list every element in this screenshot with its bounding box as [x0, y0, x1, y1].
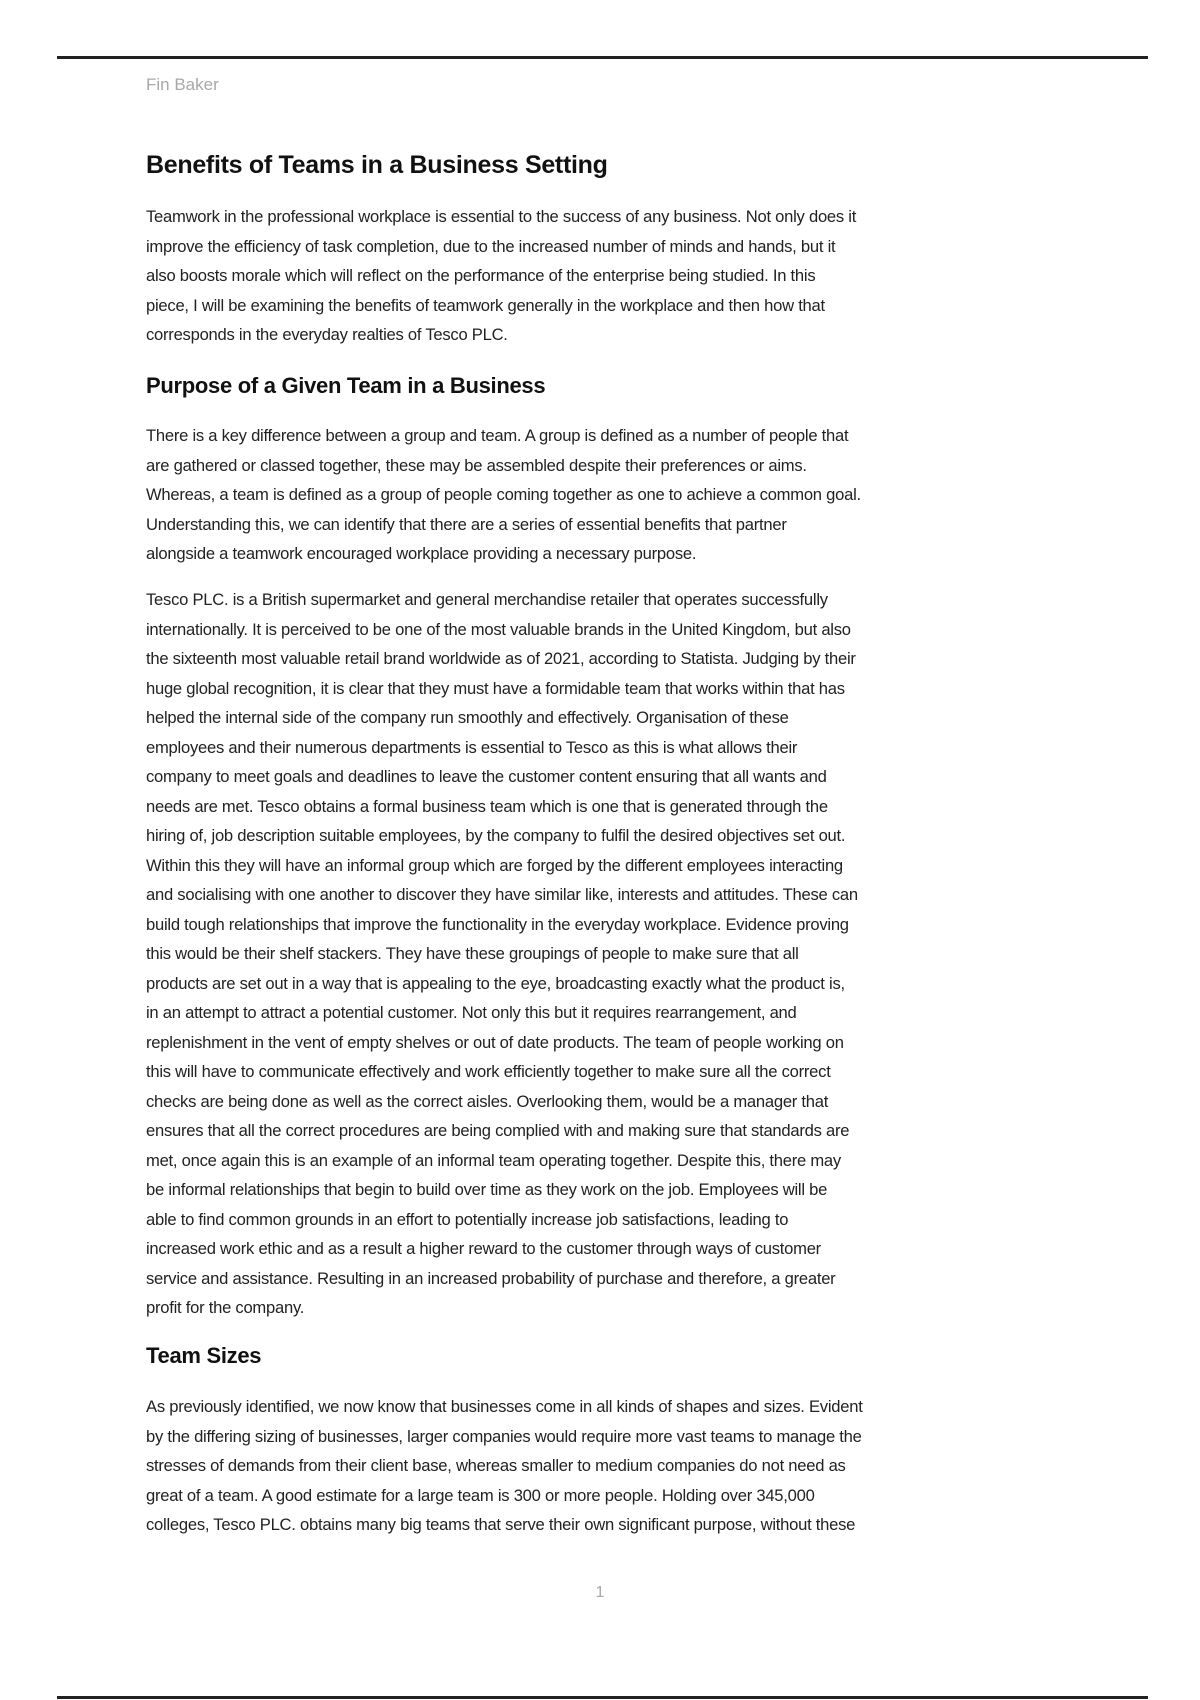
text-line: hiring of, job description suitable employees, by the company to fulfil the desired objectives set out. — [146, 826, 846, 845]
text-line: helped the internal side of the company run smoothly and effectively. Organisation of these — [146, 708, 789, 727]
text-line: Teamwork in the professional workplace is essential to the success of any business. Not only does it — [146, 207, 857, 226]
text-line: colleges, Tesco PLC. obtains many big teams that serve their own significant purpose, without these — [146, 1515, 856, 1534]
text-line: Understanding this, we can identify that there are a series of essential benefits that partner — [146, 514, 787, 534]
text-line: Tesco PLC. is a British supermarket and general merchandise retailer that operates successfully — [146, 590, 828, 609]
text-line: corresponds in the everyday realties of Tesco PLC. — [146, 325, 508, 344]
document-title: Benefits of Teams in a Business Setting — [146, 151, 608, 179]
text-line: checks are being done as well as the correct aisles. Overlooking them, would be a manager that — [146, 1091, 829, 1111]
intro-paragraph — [146, 202, 856, 350]
text-line: great of a team. A good estimate for a large team is 300 or more people. Holding over 345,000 — [146, 1485, 815, 1505]
text-line: this will have to communicate effectively and work efficiently together to make sure all the correct — [146, 1062, 831, 1081]
text-line: service and assistance. Resulting in an increased probability of purchase and therefore, a greater — [146, 1268, 836, 1288]
text-line: Within this they will have an informal group which are forged by the different employees interacting — [146, 855, 843, 875]
text-line: internationally. It is perceived to be one of the most valuable brands in the United Kingdom, but also — [146, 619, 851, 639]
text-line: met, once again this is an example of an informal team operating together. Despite this, there may — [146, 1150, 841, 1170]
text-line: huge global recognition, it is clear that they must have a formidable team that works within that has — [146, 678, 845, 698]
text-line: and socialising with one another to discover they have similar like, interests and attitudes. These can — [146, 885, 858, 904]
heading-purpose: Purpose of a Given Team in a Business — [146, 373, 546, 398]
text-line: in an attempt to attract a potential customer. Not only this but it requires rearrangement, and — [146, 1003, 797, 1022]
text-line: piece, I will be examining the benefits of teamwork generally in the workplace and then how that — [146, 295, 825, 315]
text-line: also boosts morale which will reflect on the performance of the enterprise being studied. In this — [146, 266, 816, 285]
text-line: able to find common grounds in an effort to potentially increase job satisfactions, leading to — [146, 1209, 789, 1229]
heading-team-sizes: Team Sizes — [146, 1343, 262, 1368]
text-line: the sixteenth most valuable retail brand worldwide as of 2021, according to Statista. Judging by their — [146, 649, 856, 668]
text-line: As previously identified, we now know that businesses come in all kinds of shapes and sizes. Evident — [146, 1397, 863, 1416]
text-line: replenishment in the vent of empty shelves or out of date products. The team of people working on — [146, 1032, 844, 1052]
footer-rule — [57, 1696, 1148, 1699]
text-line: stresses of demands from their client base, whereas smaller to medium companies do not need as — [146, 1456, 846, 1475]
text-line: be informal relationships that begin to build over time as they work on the job. Employees will be — [146, 1180, 828, 1199]
text-line: build tough relationships that improve the functionality in the everyday workplace. Evidence proving — [146, 914, 849, 934]
header-author: Fin Baker — [146, 75, 219, 94]
text-line: company to meet goals and deadlines to leave the customer content ensuring that all wants and — [146, 767, 827, 786]
text-line: There is a key difference between a group and team. A group is defined as a number of people that — [146, 426, 849, 445]
page-number: 1 — [595, 1584, 605, 1601]
text-line: by the differing sizing of businesses, larger companies would require more vast teams to manage the — [146, 1426, 862, 1446]
text-line: Whereas, a team is defined as a group of people coming together as one to achieve a common goal. — [146, 485, 861, 504]
text-line: profit for the company. — [146, 1298, 305, 1317]
text-line: employees and their numerous departments is essential to Tesco as this is what allows their — [146, 737, 798, 757]
team-sizes-paragraph — [146, 1392, 863, 1540]
text-line: this would be their shelf stackers. They have these groupings of people to make sure that all — [146, 944, 799, 963]
text-line: are gathered or classed together, these may be assembled despite their preferences or aims. — [146, 455, 807, 475]
text-line: ensures that all the correct procedures are being complied with and making sure that standards are — [146, 1121, 850, 1140]
text-line: alongside a teamwork encouraged workplace providing a necessary purpose. — [146, 544, 697, 563]
text-line: improve the efficiency of task completion, due to the increased number of minds and hands, but it — [146, 236, 836, 256]
text-line: needs are met. Tesco obtains a formal business team which is one that is generated through the — [146, 796, 828, 816]
header-rule — [57, 56, 1148, 59]
text-line: increased work ethic and as a result a higher reward to the customer through ways of customer — [146, 1239, 821, 1258]
text-line: products are set out in a way that is appealing to the eye, broadcasting exactly what the product is, — [146, 973, 845, 993]
purpose-paragraph-1 — [146, 421, 861, 569]
purpose-paragraph-2 — [146, 585, 858, 1323]
